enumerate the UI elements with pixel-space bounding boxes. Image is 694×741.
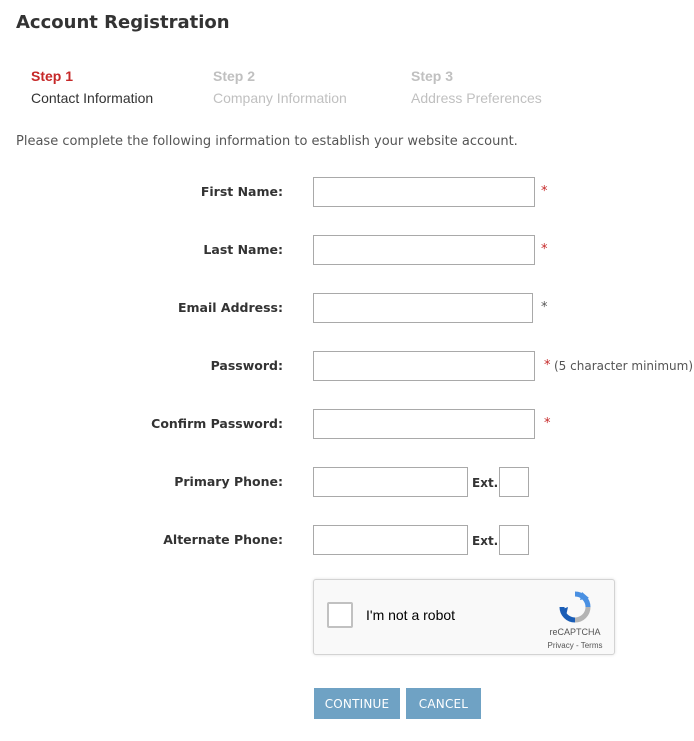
- alternate-phone-row: [0, 525, 694, 555]
- cancel-button[interactable]: CANCEL: [406, 688, 481, 719]
- password-row: [0, 351, 694, 381]
- required-asterisk: *: [544, 358, 551, 373]
- recaptcha-brand: reCAPTCHA: [549, 627, 601, 637]
- last-name-label: Last Name:: [203, 242, 283, 257]
- last-name-input[interactable]: [313, 235, 535, 265]
- step-2: [213, 68, 347, 106]
- required-asterisk: *: [541, 300, 548, 315]
- step-1-name: Contact Information: [31, 90, 154, 106]
- primary-phone-input[interactable]: [313, 467, 468, 497]
- step-1-number: Step 1: [31, 68, 74, 84]
- recaptcha-terms-link[interactable]: Terms: [580, 641, 603, 650]
- confirm-password-input[interactable]: [313, 409, 535, 439]
- password-label: Password:: [210, 358, 283, 373]
- step-3-name: Address Preferences: [411, 90, 542, 106]
- step-1: [31, 68, 153, 106]
- alternate-phone-input[interactable]: [313, 525, 468, 555]
- email-label: Email Address:: [177, 300, 283, 315]
- step-2-name: Company Information: [213, 90, 347, 106]
- required-asterisk: *: [541, 184, 548, 199]
- last-name-row: [0, 235, 694, 265]
- recaptcha-links: [536, 641, 614, 650]
- recaptcha-label: I'm not a robot: [366, 607, 456, 623]
- primary-phone-ext-label: Ext.: [472, 476, 499, 490]
- recaptcha-widget: [313, 579, 615, 655]
- primary-phone-label: Primary Phone:: [174, 474, 283, 489]
- alternate-phone-ext-label: Ext.: [472, 534, 499, 548]
- recaptcha-links-separator: -: [573, 641, 581, 650]
- continue-button[interactable]: CONTINUE: [314, 688, 400, 719]
- email-input[interactable]: [313, 293, 533, 323]
- primary-phone-row: [0, 467, 694, 497]
- step-3: [411, 68, 542, 106]
- first-name-label: First Name:: [200, 184, 283, 199]
- alternate-phone-label: Alternate Phone:: [163, 532, 283, 547]
- recaptcha-privacy-link[interactable]: Privacy: [547, 641, 574, 650]
- intro-text: Please complete the following information to establish your website account.: [16, 134, 518, 149]
- confirm-password-row: [0, 409, 694, 439]
- recaptcha-checkbox[interactable]: [327, 602, 353, 628]
- recaptcha-logo-icon: [558, 590, 592, 624]
- password-hint: (5 character minimum): [554, 359, 694, 373]
- step-3-number: Step 3: [411, 68, 454, 84]
- first-name-row: [0, 177, 694, 207]
- primary-phone-ext-input[interactable]: [499, 467, 529, 497]
- step-2-number: Step 2: [213, 68, 256, 84]
- password-input[interactable]: [313, 351, 535, 381]
- confirm-password-label: Confirm Password:: [151, 416, 283, 431]
- email-row: [0, 293, 694, 323]
- first-name-input[interactable]: [313, 177, 535, 207]
- alternate-phone-ext-input[interactable]: [499, 525, 529, 555]
- required-asterisk: *: [544, 416, 551, 431]
- page-title: Account Registration: [16, 12, 230, 33]
- required-asterisk: *: [541, 242, 548, 257]
